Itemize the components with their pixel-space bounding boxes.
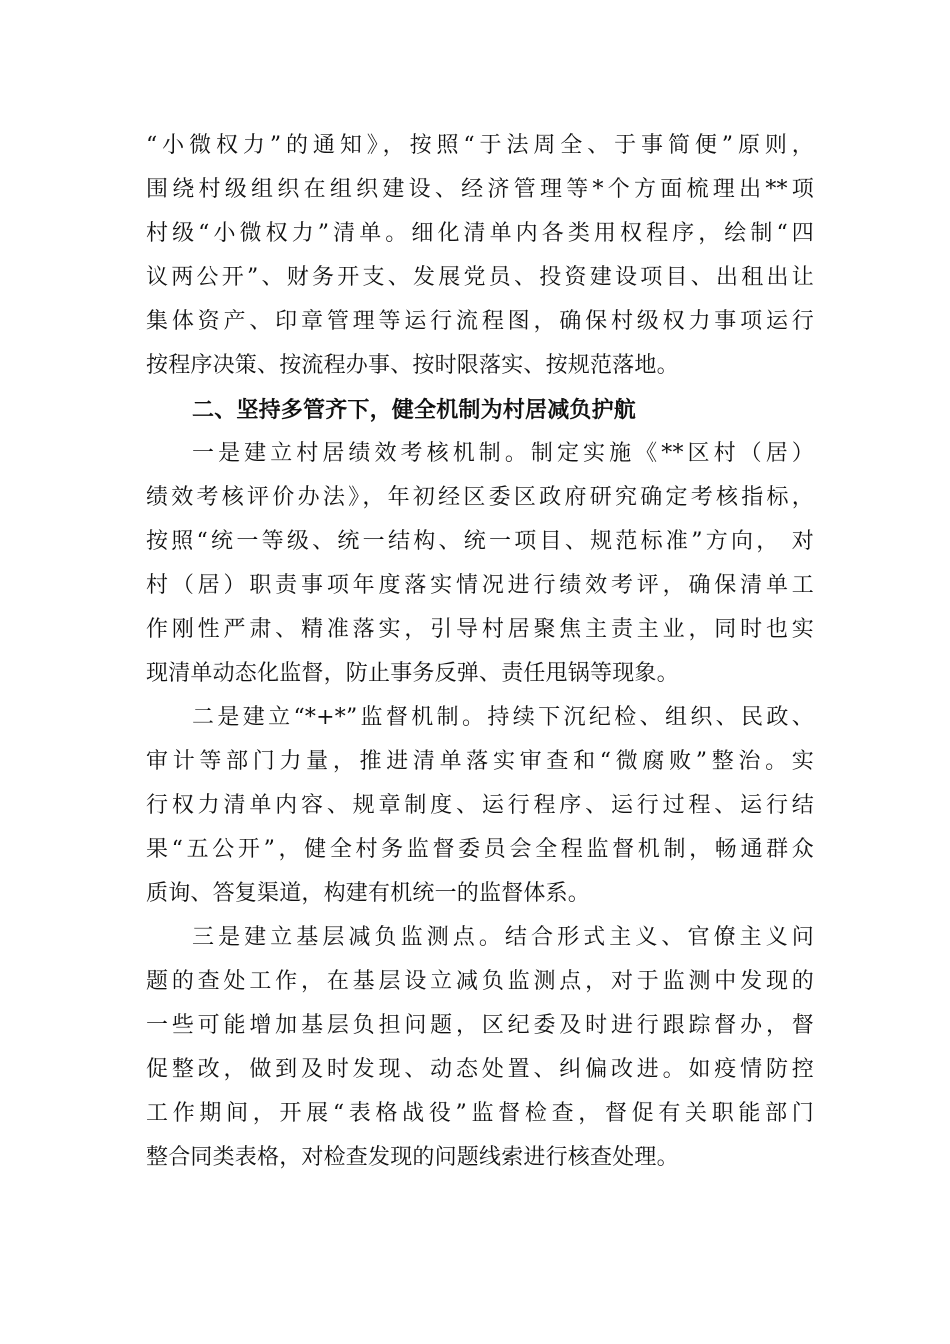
paragraph-3-line-2: 审计等部门力量，推进清单落实审查和“微腐败”整治。实 [146,749,814,774]
section-heading-text: 二、坚持多管齐下，健全机制为村居减负护航 [192,397,637,423]
paragraph-2 [146,432,814,696]
paragraph-2-line-3: 按照“统一等级、统一结构、统一项目、规范标准”方向， 对 [146,529,814,554]
paragraph-3-line-4: 果“五公开”，健全村务监督委员会全程监督机制，畅通群众 [146,837,814,862]
paragraph-1-line-2: 围绕村级组织在组织建设、经济管理等*个方面梳理出**项 [146,177,814,202]
paragraph-1-line-6: 按程序决策、按流程办事、按时限落实、按规范落地。 [146,353,679,378]
paragraph-1-line-3: 村级“小微权力”清单。细化清单内各类用权程序，绘制“四 [146,221,814,246]
paragraph-4-line-4: 促整改，做到及时发现、动态处置、纠偏改进。如疫情防控 [146,1057,814,1082]
paragraph-2-line-5: 作刚性严肃、精准落实，引导村居聚焦主责主业，同时也实 [146,617,814,642]
paragraph-4-line-2: 题的查处工作，在基层设立减负监测点，对于监测中发现的 [146,969,814,994]
paragraph-4-line-1: 三是建立基层减负监测点。结合形式主义、官僚主义问 [192,925,814,950]
paragraph-4 [146,916,814,1180]
paragraph-1 [146,124,814,388]
paragraph-2-line-4: 村（居）职责事项年度落实情况进行绩效考评，确保清单工 [146,573,814,598]
paragraph-3-line-1: 二是建立“*+*”监督机制。持续下沉纪检、组织、民政、 [192,705,814,730]
paragraph-2-line-2: 绩效考核评价办法》，年初经区委区政府研究确定考核指标， [146,485,814,510]
paragraph-4-line-3: 一些可能增加基层负担问题，区纪委及时进行跟踪督办，督 [146,1013,814,1038]
paragraph-3-line-5: 质询、答复渠道，构建有机统一的监督体系。 [146,881,591,906]
paragraph-2-line-6: 现清单动态化监督，防止事务反弹、责任甩锅等现象。 [146,661,679,686]
paragraph-4-line-5: 工作期间，开展“表格战役”监督检查，督促有关职能部门 [146,1101,814,1126]
paragraph-1-line-1: “小微权力”的通知》，按照“于法周全、于事简便”原则， [146,133,814,158]
paragraph-1-line-5: 集体资产、印章管理等运行流程图，确保村级权力事项运行 [146,309,814,334]
paragraph-2-line-1: 一是建立村居绩效考核机制。制定实施《**区村（居） [192,441,814,466]
section-heading [146,388,814,432]
paragraph-3-line-3: 行权力清单内容、规章制度、运行程序、运行过程、运行结 [146,793,814,818]
paragraph-3 [146,696,814,916]
paragraph-1-line-4: 议两公开”、财务开支、发展党员、投资建设项目、出租出让 [146,265,814,290]
paragraph-4-line-6: 整合同类表格，对检查发现的问题线索进行核查处理。 [146,1145,679,1170]
document-content [146,124,814,1180]
